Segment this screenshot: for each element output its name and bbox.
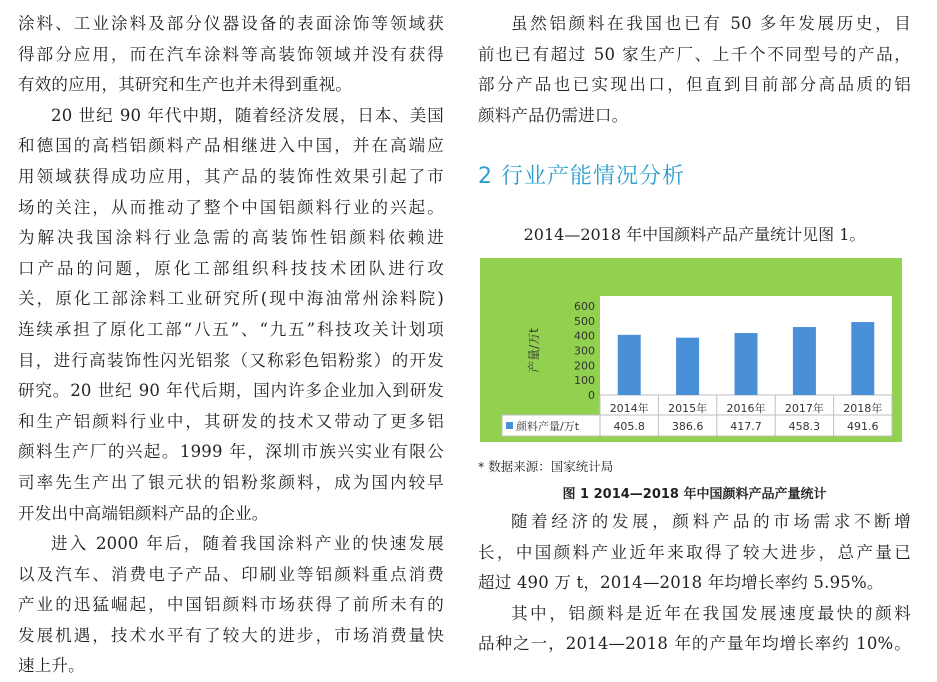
text-line: 部分产品也已实现出口，但直到目前部分高品质的铝 <box>478 75 911 95</box>
chart-svg <box>480 258 902 442</box>
figure-intro: 2014—2018 年中国颜料产品产量统计见图 1。 <box>523 225 866 244</box>
bar <box>676 338 699 395</box>
x-tick-label: 2016年 <box>726 402 766 415</box>
x-tick-label: 2014年 <box>609 402 649 415</box>
text-line: 前也已有超过 50 家生产厂、上千个不同型号的产品， <box>478 44 911 64</box>
x-tick-label: 2017年 <box>784 402 824 415</box>
y-tick-label: 200 <box>574 359 595 373</box>
text-line: 口产品的问题，原化工部组织科技技术团队进行攻 <box>18 258 444 278</box>
text-line: 进入 2000 年后，随着我国涂料产业的快速发展 <box>51 534 444 554</box>
x-tick-label: 2015年 <box>668 402 708 415</box>
data-label: 417.7 <box>730 420 762 433</box>
text-line: 连续承担了原化工部“八五”、“九五”科技攻关计划项 <box>18 319 444 339</box>
text-line: 产业的迅猛崛起，中国铝颜料市场获得了前所未有的 <box>18 595 444 615</box>
y-axis-label: 产量/万t <box>527 328 541 373</box>
text-line: 场的关注，从而推动了整个中国铝颜料行业的兴起。 <box>18 197 444 217</box>
data-label: 386.6 <box>671 420 704 433</box>
text-line: 品种之一，2014—2018 年的产量年均增长率约 10%。 <box>478 634 911 654</box>
text-line: 以及汽车、消费电子产品、印刷业等铝颜料重点消费 <box>18 564 444 584</box>
text-line: 有效的应用，其研究和生产也并未得到重视。 <box>18 75 352 95</box>
y-tick-label: 400 <box>574 329 595 343</box>
bar <box>618 335 641 395</box>
y-tick-label: 600 <box>574 300 595 313</box>
text-line: 和德国的高档铝颜料产品相继进入中国，并在高端应 <box>18 136 444 156</box>
y-tick-label: 0 <box>588 389 595 402</box>
text-line: 涂料、工业涂料及部分仪器设备的表面涂饰等领域获 <box>18 14 444 33</box>
text-line: 关，原化工部涂料工业研究所(现中海油常州涂料院) <box>18 289 444 309</box>
text-line: 和生产铝颜料行业中，其研发的技术又带动了更多铝 <box>18 411 444 431</box>
x-tick-label: 2018年 <box>843 402 883 415</box>
text-line: 研究。20 世纪 90 年代后期，国内许多企业加入到研发 <box>18 381 444 401</box>
text-line: 超过 490 万 t，2014—2018 年均增长率约 5.95%。 <box>478 573 884 593</box>
source-note: * 数据来源：国家统计局 <box>478 459 614 474</box>
y-tick-label: 100 <box>574 374 595 388</box>
data-label: 491.6 <box>847 420 879 433</box>
figure-caption: 图 1 2014—2018 年中国颜料产品产量统计 <box>562 487 827 502</box>
section-heading: 2 行业产能情况分析 <box>478 164 685 189</box>
text-line: 发展机遇，技术水平有了较大的进步，市场消费量快 <box>18 625 444 645</box>
text-line: 用领域获得成功应用，其产品的装饰性效果引起了市 <box>18 166 444 186</box>
left-column <box>18 9 444 682</box>
legend-swatch <box>506 422 513 429</box>
text-line: 其中，铝颜料是近年在我国发展速度最快的颜料 <box>511 603 911 623</box>
text-line: 司率先生产出了银元状的铝粉浆颜料，成为国内较早 <box>18 472 444 492</box>
bar <box>793 327 816 395</box>
y-tick-label: 500 <box>574 314 595 328</box>
right-column-bottom <box>478 507 911 660</box>
y-tick-label: 300 <box>574 344 595 358</box>
data-label: 405.8 <box>613 420 645 433</box>
text-line: 随着经济的发展，颜料产品的市场需求不断增 <box>511 512 911 531</box>
text-line: 颜料产品仍需进口。 <box>478 105 629 125</box>
bar <box>851 322 874 395</box>
text-line: 长，中国颜料产业近年来取得了较大进步，总产量已 <box>478 542 911 562</box>
text-line: 得部分应用，而在汽车涂料等高装饰领域并没有获得 <box>18 44 444 64</box>
text-line: 20 世纪 90 年代中期，随着经济发展，日本、美国 <box>51 105 444 125</box>
text-line: 速上升。 <box>18 656 85 676</box>
text-line: 为解决我国涂料行业急需的高装饰性铝颜料依赖进 <box>18 228 444 248</box>
text-line: 目，进行高装饰性闪光铝浆（又称彩色铝粉浆）的开发 <box>18 350 444 370</box>
text-line: 开发出中高端铝颜料产品的企业。 <box>18 503 269 523</box>
text-line: 颜料生产厂的兴起。1999 年，深圳市族兴实业有限公 <box>18 442 444 462</box>
legend-label: 颜料产量/万t <box>516 420 580 433</box>
production-chart <box>480 258 902 442</box>
right-column-top <box>478 9 911 131</box>
text-line: 虽然铝颜料在我国也已有 50 多年发展历史，目 <box>511 14 911 33</box>
bar <box>735 333 758 395</box>
data-label: 458.3 <box>788 420 821 433</box>
